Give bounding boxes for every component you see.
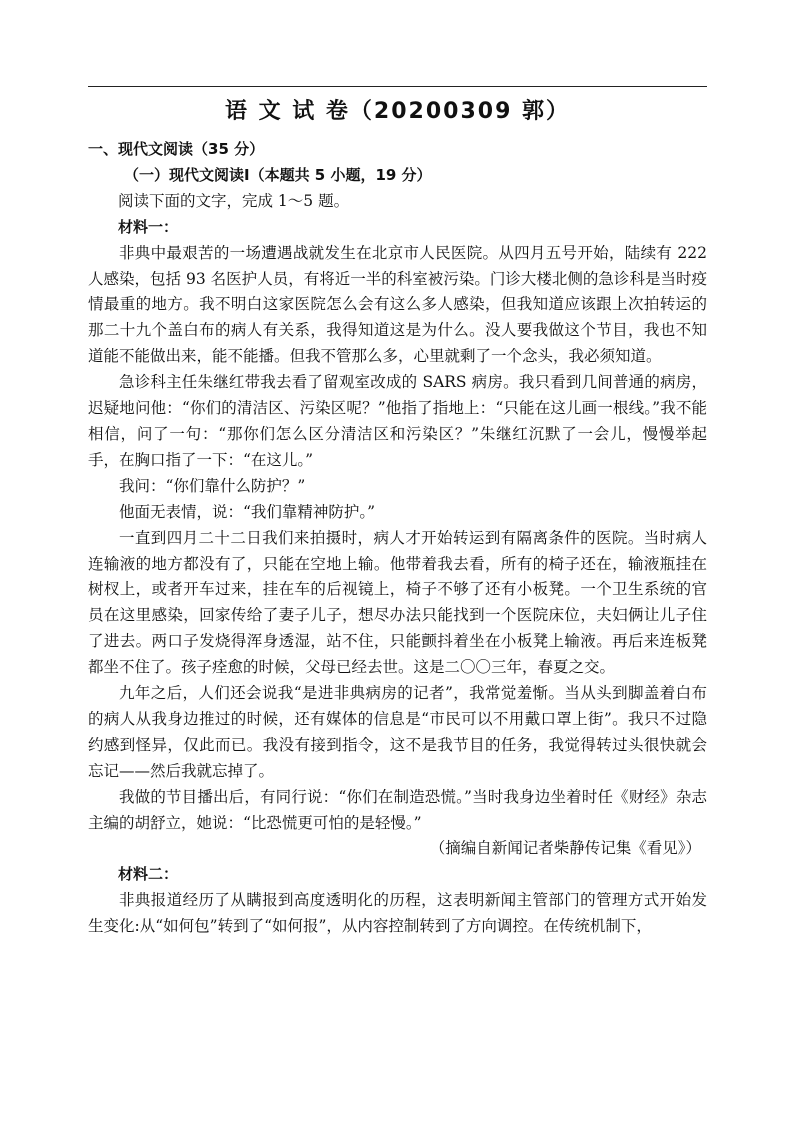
material-one-paragraph: 我做的节目播出后，有同行说：“你们在制造恐慌。”当时我身边坐着时任《财经》杂志主编的胡舒立，她说：“比恐慌更可怕的是轻慢。” xyxy=(88,787,707,832)
material-one-paragraph: 我问：“你们靠什么防护？” xyxy=(119,476,306,495)
material-one-label: 材料一： xyxy=(118,217,179,236)
material-one-paragraph: 非典中最艰苦的一场遭遇战就发生在北京市人民医院。从四月五号开始，陆续有 222 人感染，包括 93 名医护人员，有将近一半的科室被污染。门诊大楼北侧的急诊科是当时疫情最重的地方。我不明白这家医院怎么会有这么多人感染，但我知道应该跟上次拍转运的那二十九个盖白布的病人有关系，我得知道这是为什么。没人要我做这个节目，我也不知道能不能做出来，能不能播。但我不管那么多，心里就剩了一个念头，我必须知道。 xyxy=(88,243,707,366)
material-one-paragraph: 九年之后，人们还会说我“是进非典病房的记者”，我常觉羞惭。当从头到脚盖着白布的病人从我身边推过的时候，还有媒体的信息是“市民可以不用戴口罩上街”。我只不过隐约感到怪异，仅此而已。我没有接到指令，这不是我节目的任务，我觉得转过头很快就会忘记——然后我就忘掉了。 xyxy=(88,684,707,780)
exam-title: 语 文 试 卷（20200309 郭） xyxy=(224,99,571,124)
section-heading: 一、现代文阅读（35 分） xyxy=(88,140,265,158)
material-one-paragraph: 急诊科主任朱继红带我去看了留观室改成的 SARS 病房。我只看到几间普通的病房，迟疑地问他：“你们的清洁区、污染区呢？”他指了指地上：“只能在这儿画一根线。”我不能相信，问了一句：“那你们怎么区分清洁区和污染区？”朱继红沉默了一会儿，慢慢举起手，在胸口指了一下：“在这儿。” xyxy=(88,373,707,469)
material-two-paragraph: 非典报道经历了从瞒报到高度透明化的历程，这表明新闻主管部门的管理方式开始发生变化:从“如何包”转到了“如何报”，从内容控制转到了方向调控。在传统机制下， xyxy=(88,891,707,936)
material-two-label: 材料二： xyxy=(118,865,179,884)
material-one-paragraph: 一直到四月二十二日我们来拍摄时，病人才开始转运到有隔离条件的医院。当时病人连输液的地方都没有了，只能在空地上输。他带着我去看，所有的椅子还在，输液瓶挂在树杈上，或者开车过来，挂在车的后视镜上，椅子不够了还有小板凳。一个卫生系统的官员在这里感染，回家传给了妻子儿子，想尽办法只能找到一个医院床位，夫妇俩让儿子住了进去。两口子发烧得浑身透湿，站不住，只能颤抖着坐在小板凳上输液。再后来连板凳都坐不住了。孩子痊愈的时候，父母已经去世。这是二〇〇三年，春夏之交。 xyxy=(88,528,707,677)
header-rule xyxy=(88,86,707,87)
material-one-paragraph: 他面无表情，说：“我们靠精神防护。” xyxy=(119,502,376,521)
reading-instruction: 阅读下面的文字，完成 1～5 题。 xyxy=(118,191,350,210)
exam-body xyxy=(88,137,707,940)
material-one-source: （摘编自新闻记者柴静传记集《看见》） xyxy=(429,839,701,858)
subsection-heading: （一）现代文阅读Ⅰ（本题共 5 小题，19 分） xyxy=(124,165,432,184)
